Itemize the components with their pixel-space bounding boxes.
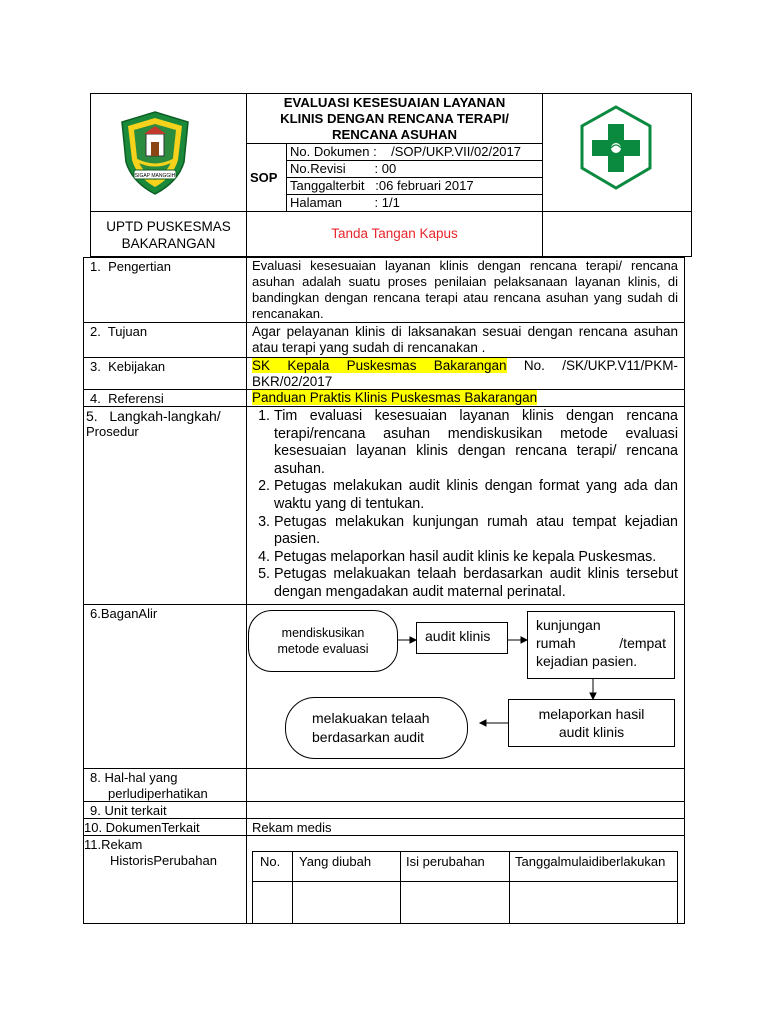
flow-node-text: audit klinis: [425, 628, 491, 644]
title-line: EVALUASI KESESUAIAN LAYANAN: [283, 95, 506, 110]
history-header: No.: [260, 854, 281, 869]
title-line: KLINIS DENGAN RENCANA TERAPI/: [280, 111, 509, 126]
flow-node-text: melaporkan hasil audit klinis: [538, 706, 645, 740]
step-item: 2. Petugas melakukan audit klinis dengan format yang ada dan waktu yang di tentukan.: [274, 478, 678, 513]
hal-label: [90, 770, 208, 802]
flow-node-text: mendiskusikan metode evaluasi: [277, 626, 369, 656]
dokumen-text: Rekam medis: [252, 820, 332, 835]
title-line: RENCANA ASUHAN: [331, 127, 458, 142]
langkah-label-line: 5. Langkah-langkah/: [86, 408, 221, 424]
hal-label-line: 8. Hal-hal yang: [90, 770, 178, 785]
signature-label: Tanda Tangan Kapus: [331, 226, 458, 241]
revision: No.Revisi : 00: [290, 161, 397, 176]
flow-node-text: rumah: [536, 635, 576, 651]
step-item: 5. Petugas melakuakan telaah berdasarkan audit klinis tersebut dengan mengadakan audit maternal perinatal.: [274, 566, 678, 601]
doc-number: No. Dokumen : /SOP/UKP.VII/02/2017: [290, 144, 521, 159]
tujuan-label: 2. Tujuan: [90, 324, 148, 339]
dokumen-label: 10. DokumenTerkait: [84, 820, 200, 835]
referensi-highlight: Panduan Praktis Klinis Puskesmas Bakarangan: [252, 390, 538, 405]
step-item: 3. Petugas melakukan kunjungan rumah atau tempat kejadian pasien.: [274, 514, 678, 549]
kebijakan-label: 3. Kebijakan: [90, 359, 166, 374]
unit-label: 9. Unit terkait: [90, 803, 167, 818]
arrow-head: [521, 637, 527, 643]
referensi-label: 4. Referensi: [90, 391, 164, 406]
history-header: Yang diubah: [299, 854, 372, 869]
hal-label-line: perludiperhatikan: [108, 786, 208, 801]
pengertian-text: Evaluasi kesesuaian layanan klinis dengan rencana terapi/ rencana asuhan adalah suatu proses penilaian pelaksanaan layanan klinis, di bandingkan dengan rencana terapi atau rencana asuhan yang sudah di rencanakan.: [252, 258, 678, 321]
arrow-head: [410, 637, 416, 643]
org-line: BAKARANGAN: [121, 236, 216, 251]
divider: [292, 851, 293, 924]
flow-node-text: kejadian pasien.: [536, 653, 638, 669]
rekam-label-line: 11.Rekam: [84, 837, 143, 852]
step-item: 1. Tim evaluasi kesesuaian layanan klinis dengan rencana terapi/rencana asuhan mendiskusikan metode evaluasi kesesuaian layanan klinis dengan rencana terapi/ rencana asuhan.: [274, 408, 678, 478]
kebijakan-highlight: SK Kepala Puskesmas Bakarangan: [252, 358, 507, 373]
langkah-label-line: Prosedur: [86, 424, 139, 439]
rekam-label: [84, 837, 217, 869]
flow-node-text: kunjungan: [536, 617, 601, 633]
sop-label: SOP: [250, 170, 278, 185]
rekam-label-line: HistorisPerubahan: [110, 853, 217, 868]
kebijakan-number: No. /SK/UKP.V11/PKM-BKR/02/2017: [252, 358, 678, 389]
emblem-banner-text: SIGAP MANGGIH: [134, 173, 176, 179]
divider: [400, 851, 401, 924]
history-header: Isi perubahan: [406, 854, 485, 869]
divider: [509, 851, 510, 924]
divider: [252, 881, 678, 882]
tujuan-text: Agar pelayanan klinis di laksanakan sesuai dengan rencana asuhan atau terapi yang sudah di rencanakan .: [252, 324, 678, 355]
flow-node-text: /tempat: [619, 635, 666, 651]
step-item: 4. Petugas melaporkan hasil audit klinis ke kepala Puskesmas.: [274, 549, 678, 567]
bagan-label: 6.BaganAlir: [90, 606, 158, 621]
issue-date: Tanggalterbit :06 februari 2017: [290, 178, 474, 193]
org-line: UPTD PUSKESMAS: [106, 219, 231, 234]
pengertian-label: 1. Pengertian: [90, 259, 171, 274]
history-header: Tanggalmulaidiberlakukan: [515, 854, 666, 869]
flow-node-text: melakuakan telaah berdasarkan audit: [312, 710, 430, 745]
arrow-head: [590, 693, 596, 699]
page-info: Halaman : 1/1: [290, 195, 400, 210]
arrow-head: [480, 720, 486, 726]
